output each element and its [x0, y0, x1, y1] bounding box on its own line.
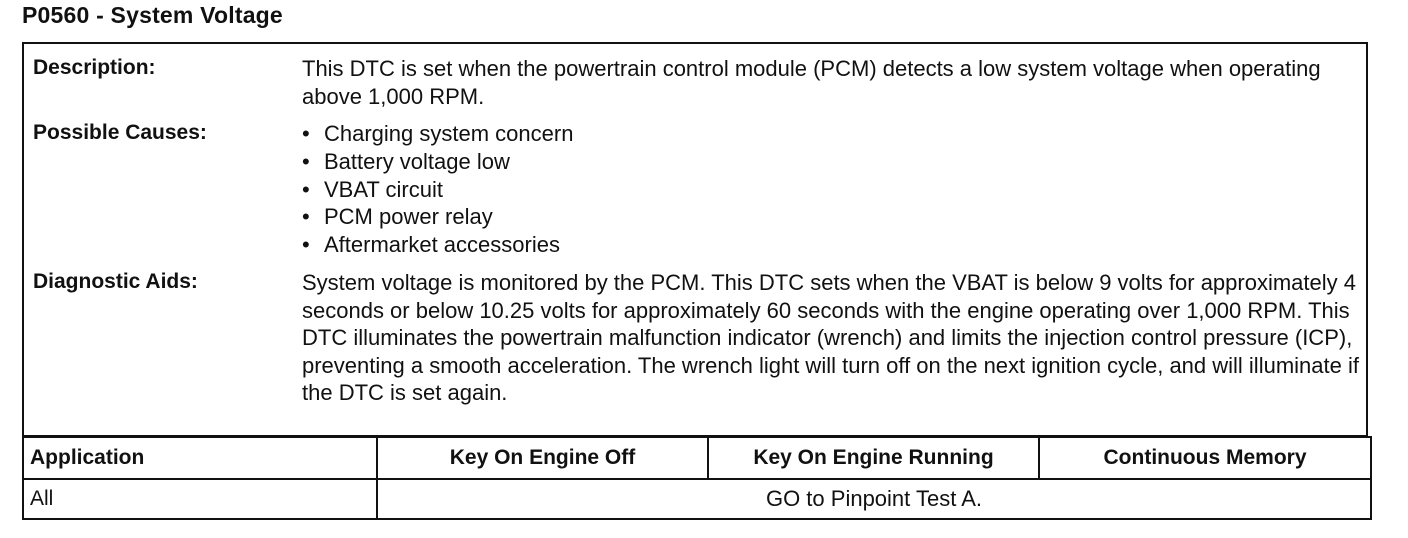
koer-header: Key On Engine Running: [708, 437, 1039, 479]
dtc-info-box: [22, 42, 1368, 436]
application-table: [22, 436, 1372, 520]
cause-item: • Aftermarket accessories: [302, 231, 573, 259]
page-title: P0560 - System Voltage: [22, 2, 283, 28]
application-header-row: [23, 437, 1371, 479]
pinpoint-test-cell: GO to Pinpoint Test A.: [377, 479, 1371, 519]
possible-causes-list: [302, 120, 573, 259]
cause-item: • Battery voltage low: [302, 148, 573, 176]
description-label: Description:: [33, 56, 156, 79]
cause-item: • Charging system concern: [302, 120, 573, 148]
application-header: Application: [23, 437, 377, 479]
possible-causes-label: Possible Causes:: [33, 121, 207, 144]
application-cell: All: [23, 479, 377, 519]
table-row: [23, 479, 1371, 519]
diagnostic-aids-label: Diagnostic Aids:: [33, 270, 198, 293]
cause-item: • VBAT circuit: [302, 176, 573, 204]
description-text: This DTC is set when the powertrain control module (PCM) detects a low system voltage when operating above 1,000 RPM.: [302, 56, 1321, 109]
cause-item: • PCM power relay: [302, 203, 573, 231]
continuous-memory-header: Continuous Memory: [1039, 437, 1371, 479]
koeo-header: Key On Engine Off: [377, 437, 708, 479]
diagnostic-aids-text: System voltage is monitored by the PCM. This DTC sets when the VBAT is below 9 volts for approximately 4 seconds or below 10.25 volts for approximately 60 seconds with the engine operating over 1,000 RPM. This DTC illuminates the powertrain malfunction indicator (wrench) and limits the injection control pressure (ICP), preventing a smooth acceleration. The wrench light will turn off on the next ignition cycle, and will illuminate if the DTC is set again.: [302, 270, 1359, 405]
